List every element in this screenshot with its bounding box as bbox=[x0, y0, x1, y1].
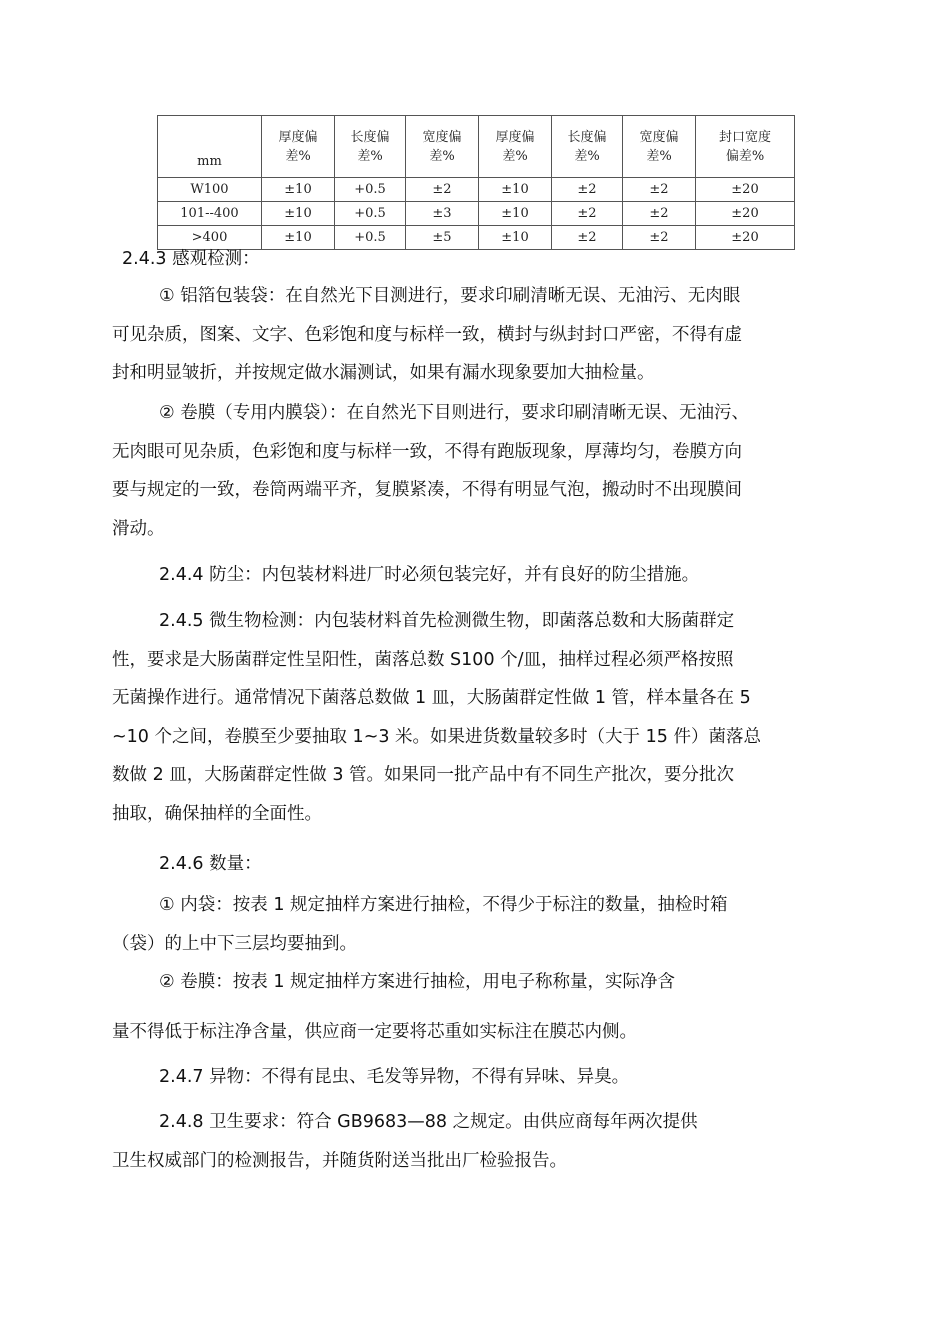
text-line: ② 卷膜：按表 1 规定抽样方案进行抽检，用电子称称量，实际净含 bbox=[159, 972, 676, 992]
text-line: （袋）的上中下三层均要抽到。 bbox=[112, 933, 357, 954]
text-line: 可见杂质，图案、文字、色彩饱和度与标样一致，横封与纵封封口严密，不得有虚 bbox=[112, 324, 742, 345]
text-line: 2.4.5 微生物检测：内包装材料首先检测微生物，即菌落总数和大肠菌群定 bbox=[159, 611, 735, 631]
table-cell: ±20 bbox=[696, 202, 795, 226]
table-cell: ±10 bbox=[262, 202, 335, 226]
paragraph-microbe-test bbox=[112, 602, 847, 833]
table-row bbox=[158, 202, 795, 226]
header-cell: 厚度偏 差% bbox=[479, 116, 552, 178]
header-cell-unit: mm bbox=[158, 116, 262, 178]
table-header-row bbox=[158, 116, 795, 178]
paragraph-foreign-matter bbox=[112, 1058, 847, 1097]
text-line: ① 铝箔包装袋：在自然光下目测进行，要求印刷清晰无误、无油污、无肉眼 bbox=[159, 286, 741, 306]
table-cell: ±3 bbox=[406, 202, 479, 226]
table-cell: +0.5 bbox=[335, 202, 406, 226]
header-cell: 宽度偏 差% bbox=[623, 116, 696, 178]
text-line: 无肉眼可见杂质，色彩饱和度与标样一致，不得有跑版现象，厚薄均匀，卷膜方向 bbox=[112, 441, 742, 462]
text-line: 性，要求是大肠菌群定性呈阳性，菌落总数 S100 个/皿，抽样过程必须严格按照 bbox=[112, 649, 734, 670]
table-cell: ±2 bbox=[623, 202, 696, 226]
text-line: ~10 个之间，卷膜至少要抽取 1~3 米。如果进货数量较多时（大于 15 件）菌落总 bbox=[112, 726, 761, 747]
paragraph-dust-proof bbox=[112, 556, 847, 595]
header-cell: 长度偏 差% bbox=[552, 116, 623, 178]
table-cell: +0.5 bbox=[335, 178, 406, 202]
text-line: 卫生权威部门的检测报告，并随货附送当批出厂检验报告。 bbox=[112, 1150, 567, 1171]
paragraph-roll-quantity-cont bbox=[112, 1013, 847, 1052]
table-cell: ±10 bbox=[479, 178, 552, 202]
table-cell: ±2 bbox=[406, 178, 479, 202]
table-cell: ±5 bbox=[406, 226, 479, 250]
table-row bbox=[158, 178, 795, 202]
table-cell: ±2 bbox=[552, 226, 623, 250]
table-cell: W100 bbox=[158, 178, 262, 202]
paragraph-roll-quantity bbox=[112, 963, 847, 1002]
text-line: 要与规定的一致，卷筒两端平齐，复膜紧凑，不得有明显气泡，搬动时不出现膜间 bbox=[112, 480, 742, 500]
section-2-4-3-title: 2.4.3 感观检测： bbox=[122, 249, 260, 269]
table-cell: 101--400 bbox=[158, 202, 262, 226]
text-line: 数做 2 皿，大肠菌群定性做 3 管。如果同一批产品中有不同生产批次，要分批次 bbox=[112, 765, 735, 785]
header-cell: 长度偏 差% bbox=[335, 116, 406, 178]
header-cell: 封口宽度 偏差% bbox=[696, 116, 795, 178]
paragraph-inner-bag bbox=[112, 886, 847, 963]
section-2-4-6-title: 2.4.6 数量： bbox=[159, 854, 262, 874]
table-cell: >400 bbox=[158, 226, 262, 250]
table-cell: ±10 bbox=[479, 226, 552, 250]
text-line: 2.4.8 卫生要求：符合 GB9683—88 之规定。由供应商每年两次提供 bbox=[159, 1112, 698, 1132]
table-cell: ±2 bbox=[623, 178, 696, 202]
table-cell: ±2 bbox=[623, 226, 696, 250]
text-line: 滑动。 bbox=[112, 518, 165, 539]
table-cell: +0.5 bbox=[335, 226, 406, 250]
text-line: 抽取，确保抽样的全面性。 bbox=[112, 803, 322, 824]
text-line: 封和明显皱折，并按规定做水漏测试，如果有漏水现象要加大抽检量。 bbox=[112, 363, 655, 383]
text-line: ① 内袋：按表 1 规定抽样方案进行抽检，不得少于标注的数量，抽检时箱 bbox=[159, 895, 728, 915]
table-cell: ±10 bbox=[262, 226, 335, 250]
tolerance-table bbox=[157, 115, 795, 250]
header-cell: 厚度偏 差% bbox=[262, 116, 335, 178]
table-cell: ±20 bbox=[696, 178, 795, 202]
paragraph-hygiene bbox=[112, 1103, 847, 1180]
header-cell: 宽度偏 差% bbox=[406, 116, 479, 178]
text-line: 2.4.4 防尘：内包装材料进厂时必须包装完好，并有良好的防尘措施。 bbox=[159, 565, 700, 585]
text-line: ② 卷膜（专用内膜袋）：在自然光下目则进行，要求印刷清晰无误、无油污、 bbox=[159, 403, 749, 423]
table-cell: ±10 bbox=[262, 178, 335, 202]
table-cell: ±10 bbox=[479, 202, 552, 226]
paragraph-roll-film bbox=[112, 394, 847, 548]
text-line: 无菌操作进行。通常情况下菌落总数做 1 皿，大肠菌群定性做 1 管，样本量各在 5 bbox=[112, 688, 751, 708]
paragraph-foil-bag bbox=[112, 277, 847, 393]
table-cell: ±2 bbox=[552, 202, 623, 226]
text-line: 2.4.7 异物：不得有昆虫、毛发等异物，不得有异味、异臭。 bbox=[159, 1067, 630, 1087]
table-cell: ±2 bbox=[552, 178, 623, 202]
text-line: 量不得低于标注净含量，供应商一定要将芯重如实标注在膜芯内侧。 bbox=[112, 1022, 637, 1042]
table-cell: ±20 bbox=[696, 226, 795, 250]
